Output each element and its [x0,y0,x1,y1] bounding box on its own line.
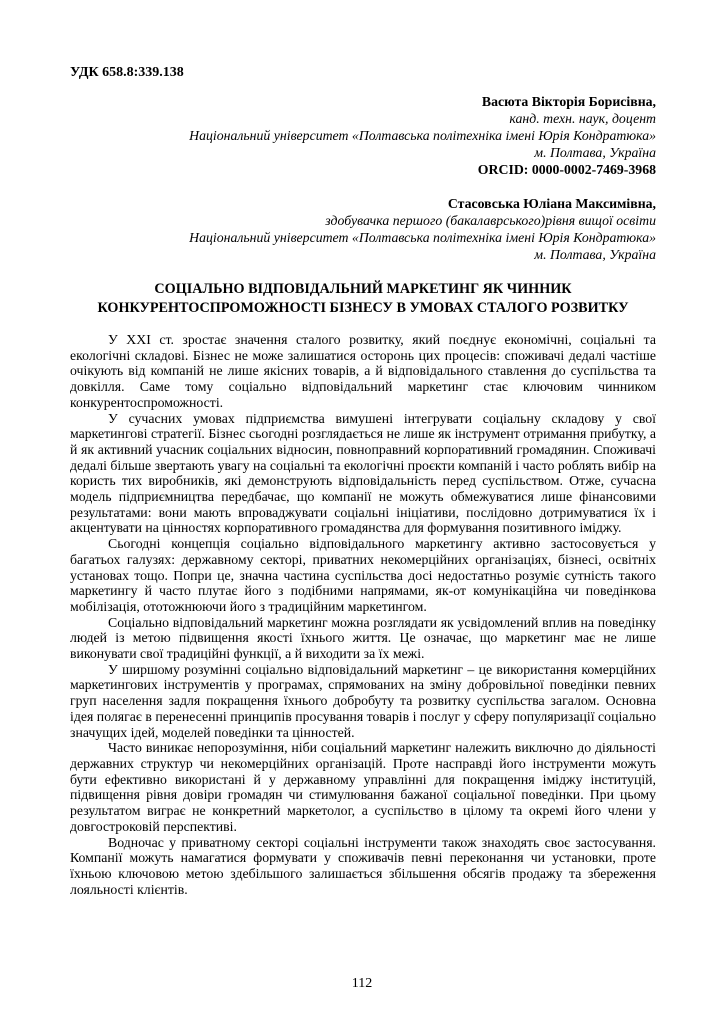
paragraph-3: Сьогодні концепція соціально відповідального маркетингу активно застосовується у багатьох галузях: державному секторі, приватних некомерційних організаціях, бізнесі, освітніх установах тощо. Попри це, значна частина суспільства досі недостатньо розуміє сутність такого маркетингу й часто плутає його з подібними напрямами, як-от комунікаційна чи поведінкова мобілізація, ототожнюючи його з традиційним маркетингом. [70,536,656,614]
author-2-role: здобувачка першого (бакалаврського)рівня вищої освіти [325,213,656,228]
paragraph-5: У ширшому розумінні соціально відповідальний маркетинг – це використання комерційних маркетингових інструментів у програмах, спрямованих на зміну добровільної поведінки певних груп населення задля покращення їхнього добробуту та розвитку суспільства загалом. Основна ідея полягає в перенесенні принципів просування товарів і послуг у сферу популяризації соціально значущих ідей, моделей поведінки та цінностей. [70,661,656,740]
author-block-1 [70,93,656,178]
author-1-role: канд. техн. наук, доцент [509,111,656,126]
author-1-orcid: ORCID: 0000-0002-7469-3968 [477,162,656,177]
author-block-2 [70,195,656,263]
author-2-location: м. Полтава, Україна [534,247,656,262]
article-title: СОЦІАЛЬНО ВІДПОВІДАЛЬНИЙ МАРКЕТИНГ ЯК ЧИННИК КОНКУРЕНТОСПРОМОЖНОСТІ БІЗНЕСУ В УМОВАХ СТАЛОГО РОЗВИТКУ [97,281,629,316]
paragraph-4: Соціально відповідальний маркетинг можна розглядати як усвідомлений вплив на поведінку людей із метою підвищення якості їхнього життя. Це означає, що маркетинг має не лише виконувати свої традиційні функції, а й виходити за їх межі. [70,614,656,662]
article-body [70,332,656,897]
author-2-affiliation: Національний університет «Полтавська політехніка імені Юрія Кондратюка» [189,230,656,245]
author-1-affiliation: Національний університет «Полтавська політехніка імені Юрія Кондратюка» [189,128,656,143]
author-1-name: Васюта Вікторія Борисівна, [481,94,656,109]
udc-number: УДК 658.8:339.138 [70,65,184,80]
paragraph-7: Водночас у приватному секторі соціальні інструменти також знаходять своє застосування. Компанії можуть намагатися формувати у споживачів певні переконання чи установки, проте їхньою ключовою метою здебільшого залишається збільшення обсягів продажу та збереження лояльності клієнтів. [70,834,656,897]
page-number: 112 [351,976,373,991]
paragraph-1: У XXI ст. зростає значення сталого розвитку, який поєднує економічні, соціальні та екологічні складові. Бізнес не може залишатися осторонь цих процесів: споживачі дедалі частіше очікують від компаній не лише якісних товарів, а й відповідального ставлення до суспільства та довкілля. Саме тому соціально відповідальний маркетинг стає ключовим чинником конкурентоспроможності. [70,332,656,410]
author-1-location: м. Полтава, Україна [534,145,656,160]
paragraph-2: У сучасних умовах підприємства вимушені інтегрувати соціальну складову у свої маркетингові стратегії. Бізнес сьогодні розглядається не лише як інструмент отримання прибутку, а й як активний учасник соціальних відносин, повноправний корпоративний громадянин. Споживачі дедалі більше звертають увагу на соціальні та екологічні проєкти компаній і часто роблять вибір на користь тих виробників, які демонструють відповідальність перед суспільством. Отже, сучасна модель підприємництва передбачає, що компанії не можуть обмежуватися лише фінансовими результатами: вони мають впроваджувати соціальні ініціативи, послідовно дотримуватися їх і акцентувати на цінностях корпоративного громадянства для формування позитивного іміджу. [70,410,656,536]
paragraph-6: Часто виникає непорозуміння, ніби соціальний маркетинг належить виключно до діяльності державних структур чи некомерційних організацій. Проте насправді його інструменти можуть бути ефективно використані й у державному управлінні для покращення іміджу інституцій, підвищення рівня довіри громадян чи стимулювання бажаної соціальної поведінки. При цьому результатом виграє не конкретний маркетолог, а суспільство в цілому та окремі його члени у довгостроковій перспективі. [70,740,656,834]
author-2-name: Стасовська Юліана Максимівна, [447,196,656,211]
